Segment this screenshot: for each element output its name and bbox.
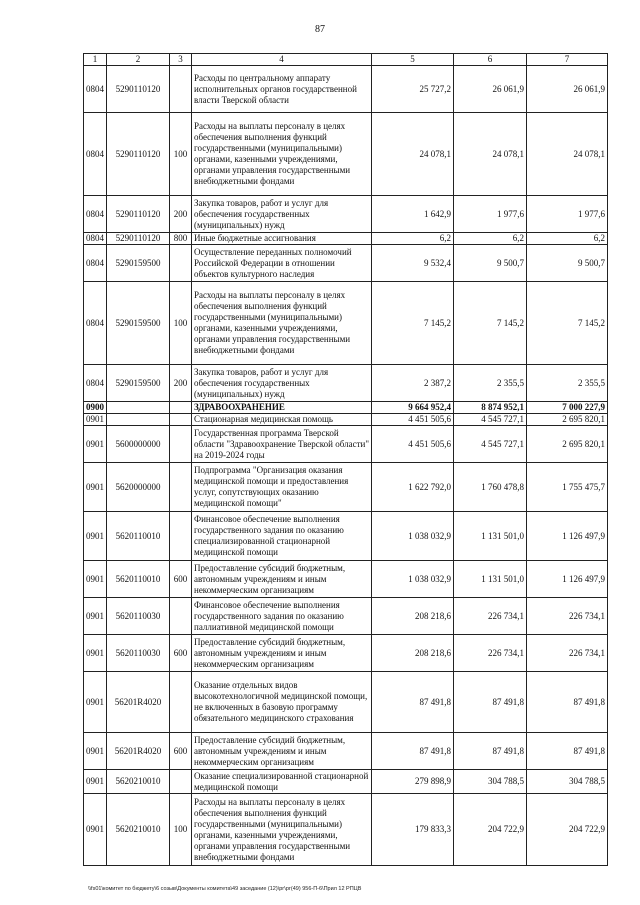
description-cell: Стационарная медицинская помощь [192,414,372,426]
target-article-cell: 5290159500 [107,282,170,365]
header-cell: 6 [454,54,527,66]
table-row [84,672,608,733]
amount-year1-cell: 1 622 792,0 [372,463,454,512]
section-code-cell: 0901 [84,733,107,770]
section-code-cell: 0901 [84,770,107,794]
target-article-cell [107,414,170,426]
amount-year3-cell: 204 722,9 [527,794,608,866]
amount-year3-cell: 7 000 227,9 [527,402,608,414]
section-code-cell: 0901 [84,426,107,463]
target-article-cell [107,402,170,414]
target-article-cell: 5620110010 [107,512,170,561]
amount-year3-cell: 87 491,8 [527,733,608,770]
table-row [84,512,608,561]
target-article-cell: 56201R4020 [107,733,170,770]
expense-type-cell [170,402,192,414]
target-article-cell: 5620110010 [107,561,170,598]
amount-year2-cell: 7 145,2 [454,282,527,365]
amount-year1-cell: 179 833,3 [372,794,454,866]
section-code-cell: 0901 [84,561,107,598]
page-number: 87 [315,24,325,35]
description-cell: Предоставление субсидий бюджетным, автономным учреждениям и иным некоммерческим организациям [192,561,372,598]
table-row [84,598,608,635]
amount-year2-cell: 4 545 727,1 [454,426,527,463]
table-row [84,66,608,113]
amount-year3-cell: 26 061,9 [527,66,608,113]
description-cell: Расходы на выплаты персоналу в целях обеспечения выполнения функций государственными (муниципальными) органами, казенными учреждениями, органами управления государственными внебюджетными фондами [192,794,372,866]
expense-type-cell: 200 [170,196,192,233]
amount-year1-cell: 9 664 952,4 [372,402,454,414]
target-article-cell: 5290110120 [107,113,170,196]
amount-year2-cell: 304 788,5 [454,770,527,794]
description-cell: Расходы по центральному аппарату исполнительных органов государственной власти Тверской области [192,66,372,113]
header-cell: 3 [170,54,192,66]
table-row [84,196,608,233]
amount-year3-cell: 6,2 [527,233,608,245]
table-row [84,635,608,672]
amount-year2-cell: 9 500,7 [454,245,527,282]
expense-type-cell [170,66,192,113]
target-article-cell: 5620210010 [107,794,170,866]
target-article-cell: 5290159500 [107,245,170,282]
expense-type-cell [170,463,192,512]
amount-year2-cell: 2 355,5 [454,365,527,402]
amount-year1-cell: 208 218,6 [372,635,454,672]
budget-table [83,53,608,866]
description-cell: Осуществление переданных полномочий Российской Федерации в отношении объектов культурного наследия [192,245,372,282]
expense-type-cell [170,598,192,635]
amount-year1-cell: 1 038 032,9 [372,561,454,598]
amount-year3-cell: 24 078,1 [527,113,608,196]
amount-year3-cell: 2 695 820,1 [527,426,608,463]
table-row [84,463,608,512]
file-path-footer: \\fs01\комитет по бюджету\6 созыв\Документы комитета\49 заседание (12)\рг\рг(49) 956-П-6\Прил 12 РПЦВ [88,886,362,892]
description-cell: Закупка товаров, работ и услуг для обеспечения государственных (муниципальных) нужд [192,196,372,233]
expense-type-cell [170,245,192,282]
table-row [84,365,608,402]
section-code-cell: 0804 [84,113,107,196]
expense-type-cell: 600 [170,561,192,598]
description-cell: Финансовое обеспечение выполнения государственного задания по оказанию специализированной стационарной медицинской помощи [192,512,372,561]
amount-year2-cell: 87 491,8 [454,733,527,770]
amount-year1-cell: 2 387,2 [372,365,454,402]
amount-year1-cell: 87 491,8 [372,733,454,770]
amount-year2-cell: 4 545 727,1 [454,414,527,426]
amount-year3-cell: 226 734,1 [527,635,608,672]
table-row [84,113,608,196]
expense-type-cell: 100 [170,113,192,196]
expense-type-cell: 800 [170,233,192,245]
description-cell: Предоставление субсидий бюджетным, автономным учреждениям и иным некоммерческим организациям [192,635,372,672]
section-code-cell: 0901 [84,598,107,635]
header-cell: 7 [527,54,608,66]
amount-year1-cell: 7 145,2 [372,282,454,365]
amount-year1-cell: 9 532,4 [372,245,454,282]
amount-year3-cell: 1 126 497,9 [527,561,608,598]
section-code-cell: 0804 [84,66,107,113]
target-article-cell: 56201R4020 [107,672,170,733]
amount-year1-cell: 25 727,2 [372,66,454,113]
expense-type-cell [170,512,192,561]
amount-year1-cell: 87 491,8 [372,672,454,733]
amount-year3-cell: 87 491,8 [527,672,608,733]
header-cell: 2 [107,54,170,66]
amount-year1-cell: 1 642,9 [372,196,454,233]
amount-year2-cell: 1 131 501,0 [454,561,527,598]
target-article-cell: 5290110120 [107,196,170,233]
table-row [84,282,608,365]
table-row [84,233,608,245]
description-cell: Предоставление субсидий бюджетным, автономным учреждениям и иным некоммерческим организациям [192,733,372,770]
section-code-cell: 0901 [84,794,107,866]
amount-year1-cell: 24 078,1 [372,113,454,196]
description-cell: ЗДРАВООХРАНЕНИЕ [192,402,372,414]
section-code-cell: 0901 [84,414,107,426]
amount-year3-cell: 226 734,1 [527,598,608,635]
expense-type-cell [170,414,192,426]
amount-year3-cell: 2 355,5 [527,365,608,402]
description-cell: Оказание отдельных видов высокотехнологичной медицинской помощи, не включенных в базовую программу обязательного медицинского страхования [192,672,372,733]
description-cell: Подпрограмма "Организация оказания медицинской помощи и предоставления услуг, сопутствующих оказанию медицинской помощи" [192,463,372,512]
description-cell: Закупка товаров, работ и услуг для обеспечения государственных (муниципальных) нужд [192,365,372,402]
table-row [84,402,608,414]
expense-type-cell: 100 [170,794,192,866]
amount-year3-cell: 1 755 475,7 [527,463,608,512]
section-code-cell: 0901 [84,512,107,561]
amount-year3-cell: 9 500,7 [527,245,608,282]
amount-year1-cell: 279 898,9 [372,770,454,794]
amount-year1-cell: 208 218,6 [372,598,454,635]
table-row [84,245,608,282]
description-cell: Государственная программа Тверской области "Здравоохранение Тверской области" на 2019-2024 годы [192,426,372,463]
amount-year3-cell: 1 126 497,9 [527,512,608,561]
expense-type-cell: 200 [170,365,192,402]
target-article-cell: 5290110120 [107,233,170,245]
amount-year2-cell: 1 977,6 [454,196,527,233]
table-row [84,426,608,463]
description-cell: Расходы на выплаты персоналу в целях обеспечения выполнения функций государственными (муниципальными) органами, казенными учреждениями, органами управления государственными внебюджетными фондами [192,113,372,196]
expense-type-cell: 600 [170,733,192,770]
amount-year1-cell: 1 038 032,9 [372,512,454,561]
section-code-cell: 0804 [84,245,107,282]
header-cell: 4 [192,54,372,66]
expense-type-cell [170,672,192,733]
target-article-cell: 5620210010 [107,770,170,794]
description-cell: Оказание специализированной стационарной медицинской помощи [192,770,372,794]
section-code-cell: 0804 [84,282,107,365]
section-code-cell: 0900 [84,402,107,414]
expense-type-cell [170,426,192,463]
amount-year2-cell: 6,2 [454,233,527,245]
amount-year2-cell: 24 078,1 [454,113,527,196]
target-article-cell: 5290110120 [107,66,170,113]
target-article-cell: 5620000000 [107,463,170,512]
amount-year2-cell: 1 131 501,0 [454,512,527,561]
description-cell: Финансовое обеспечение выполнения государственного задания по оказанию паллиативной медицинской помощи [192,598,372,635]
amount-year1-cell: 4 451 505,6 [372,426,454,463]
table-row [84,733,608,770]
expense-type-cell [170,770,192,794]
table-header-row [84,54,608,66]
description-cell: Расходы на выплаты персоналу в целях обеспечения выполнения функций государственными (муниципальными) органами, казенными учреждениями, органами управления государственными внебюджетными фондами [192,282,372,365]
section-code-cell: 0901 [84,463,107,512]
header-cell: 1 [84,54,107,66]
amount-year2-cell: 1 760 478,8 [454,463,527,512]
amount-year3-cell: 304 788,5 [527,770,608,794]
expense-type-cell: 100 [170,282,192,365]
amount-year1-cell: 6,2 [372,233,454,245]
table-row [84,770,608,794]
amount-year2-cell: 26 061,9 [454,66,527,113]
amount-year2-cell: 8 874 952,1 [454,402,527,414]
target-article-cell: 5620110030 [107,598,170,635]
amount-year3-cell: 7 145,2 [527,282,608,365]
amount-year2-cell: 87 491,8 [454,672,527,733]
amount-year3-cell: 1 977,6 [527,196,608,233]
table-row [84,794,608,866]
description-cell: Иные бюджетные ассигнования [192,233,372,245]
section-code-cell: 0901 [84,672,107,733]
section-code-cell: 0804 [84,233,107,245]
section-code-cell: 0804 [84,196,107,233]
section-code-cell: 0804 [84,365,107,402]
section-code-cell: 0901 [84,635,107,672]
expense-type-cell: 600 [170,635,192,672]
amount-year2-cell: 226 734,1 [454,635,527,672]
header-cell: 5 [372,54,454,66]
amount-year1-cell: 4 451 505,6 [372,414,454,426]
table-row [84,561,608,598]
target-article-cell: 5600000000 [107,426,170,463]
amount-year3-cell: 2 695 820,1 [527,414,608,426]
target-article-cell: 5620110030 [107,635,170,672]
amount-year2-cell: 226 734,1 [454,598,527,635]
target-article-cell: 5290159500 [107,365,170,402]
amount-year2-cell: 204 722,9 [454,794,527,866]
table-row [84,414,608,426]
